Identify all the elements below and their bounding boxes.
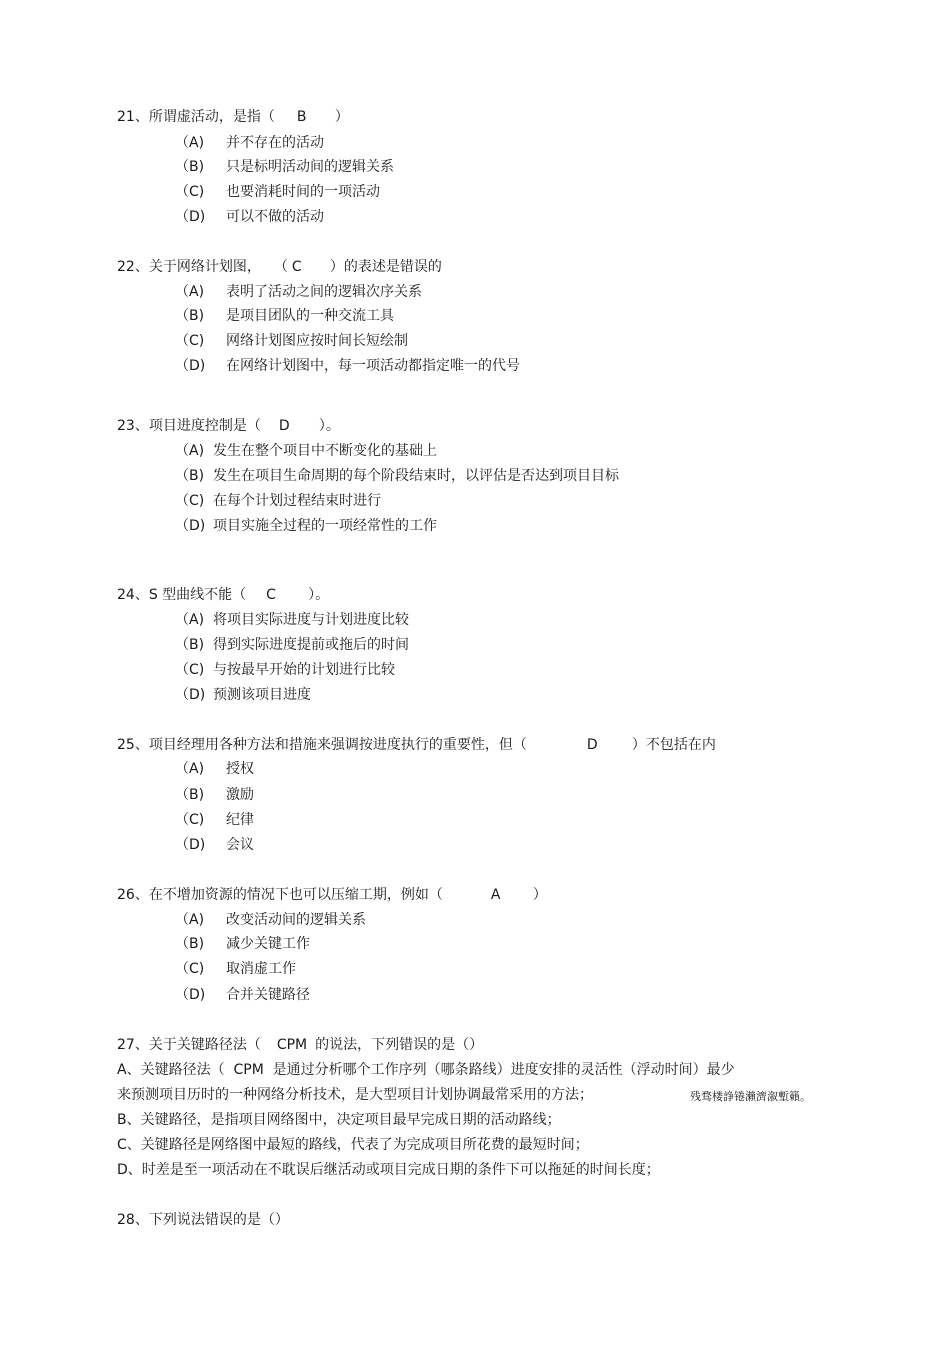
q21-option-a-label: （A) xyxy=(175,135,205,151)
q22-option-a-label: （A) xyxy=(175,284,205,300)
question-25-stem: 25、项目经理用各种方法和措施来强调按进度执行的重要性，但（ D ）不包括在内 xyxy=(117,737,716,753)
q25-option-b-text: 激励 xyxy=(226,787,254,803)
q21-option-c-label: （C) xyxy=(175,184,205,200)
q24-option-d-label: （D) xyxy=(175,687,206,703)
q27-garbled-watermark-text: 残骛楼諍锩瀨濟溆塹籟。 xyxy=(690,1090,811,1103)
question-23-stem: 23、项目进度控制是（ D ）。 xyxy=(117,418,340,434)
q22-option-b-text: 是项目团队的一种交流工具 xyxy=(226,308,394,324)
q24-option-d-text: 预测该项目进度 xyxy=(213,687,311,703)
q21-option-c-text: 也要消耗时间的一项活动 xyxy=(226,184,380,200)
q25-option-a-text: 授权 xyxy=(226,761,254,777)
question-27-stem: 27、关于关键路径法（ CPM 的说法，下列错误的是（） xyxy=(117,1037,484,1053)
q24-option-b-label: （B) xyxy=(175,637,205,653)
q25-option-c-label: （C) xyxy=(175,812,205,828)
q25-option-c-text: 纪律 xyxy=(226,812,254,828)
q27-option-c: C、关键路径是网络图中最短的路线，代表了为完成项目所花费的最短时间； xyxy=(117,1137,589,1153)
q21-option-d-text: 可以不做的活动 xyxy=(226,209,324,225)
q25-option-d-text: 会议 xyxy=(226,837,254,853)
q23-option-c-text: 在每个计划过程结束时进行 xyxy=(213,493,381,509)
q27-option-a-line2: 来预测项目历时的一种网络分析技术，是大型项目计划协调最常采用的方法； xyxy=(117,1087,593,1103)
q25-option-a-label: （A) xyxy=(175,761,205,777)
answer-22: C xyxy=(291,259,302,275)
q26-option-b-label: （B) xyxy=(175,936,205,952)
q23-option-d-label: （D) xyxy=(175,518,206,534)
question-21-stem: 21、所谓虚活动，是指（ B ） xyxy=(117,109,349,125)
q23-option-a-label: （A) xyxy=(175,443,205,459)
answer-25: D xyxy=(586,737,598,753)
q21-option-a-text: 并不存在的活动 xyxy=(226,135,324,151)
q24-option-a-label: （A) xyxy=(175,612,205,628)
q22-option-c-text: 网络计划图应按时间长短绘制 xyxy=(226,333,408,349)
q22-option-c-label: （C) xyxy=(175,333,205,349)
q22-option-b-label: （B) xyxy=(175,308,205,324)
answer-23: D xyxy=(278,418,290,434)
q26-option-c-text: 取消虚工作 xyxy=(226,961,296,977)
q22-option-a-text: 表明了活动之间的逻辑次序关系 xyxy=(226,284,422,300)
q26-option-c-label: （C) xyxy=(175,961,205,977)
q25-option-d-label: （D) xyxy=(175,837,206,853)
q22-option-d-label: （D) xyxy=(175,358,206,374)
q26-option-a-text: 改变活动间的逻辑关系 xyxy=(226,912,366,928)
q23-option-c-label: （C) xyxy=(175,493,205,509)
answer-24: C xyxy=(266,587,276,603)
answer-26: A xyxy=(490,887,501,903)
q21-option-b-text: 只是标明活动间的逻辑关系 xyxy=(226,159,394,175)
q26-option-b-text: 减少关键工作 xyxy=(226,936,310,952)
q27-option-b: B、关键路径，是指项目网络图中，决定项目最早完成日期的活动路线； xyxy=(117,1112,561,1128)
q25-option-b-label: （B) xyxy=(175,787,205,803)
q23-option-a-text: 发生在整个项目中不断变化的基础上 xyxy=(213,443,437,459)
question-22-stem: 22、关于网络计划图， （ C ）的表述是错误的 xyxy=(117,259,442,275)
q21-option-d-label: （D) xyxy=(175,209,206,225)
q24-option-c-text: 与按最早开始的计划进行比较 xyxy=(213,662,395,678)
q26-option-d-label: （D) xyxy=(175,987,206,1003)
q21-option-b-label: （B) xyxy=(175,159,205,175)
q24-option-a-text: 将项目实际进度与计划进度比较 xyxy=(213,612,409,628)
q27-option-a-line1: A、关键路径法（ CPM 是通过分析哪个工作序列（哪条路线）进度安排的灵活性（浮动时间）最少 xyxy=(117,1062,735,1078)
q23-option-d-text: 项目实施全过程的一项经常性的工作 xyxy=(213,518,437,534)
q26-option-a-label: （A) xyxy=(175,912,205,928)
q24-option-b-text: 得到实际进度提前或拖后的时间 xyxy=(213,637,409,653)
question-24-stem: 24、S 型曲线不能（ C ）。 xyxy=(117,587,330,603)
q26-option-d-text: 合并关键路径 xyxy=(226,987,310,1003)
answer-21: B xyxy=(296,109,307,125)
question-26-stem: 26、在不增加资源的情况下也可以压缩工期，例如（ A ） xyxy=(117,887,547,903)
question-28-stem: 28、下列说法错误的是（） xyxy=(117,1212,289,1228)
q27-option-d: D、时差是至一项活动在不耽误后继活动或项目完成日期的条件下可以拖延的时间长度； xyxy=(117,1162,660,1178)
q23-option-b-label: （B) xyxy=(175,468,205,484)
q23-option-b-text: 发生在项目生命周期的每个阶段结束时，以评估是否达到项目目标 xyxy=(213,468,619,484)
q24-option-c-label: （C) xyxy=(175,662,205,678)
q22-option-d-text: 在网络计划图中，每一项活动都指定唯一的代号 xyxy=(226,358,520,374)
